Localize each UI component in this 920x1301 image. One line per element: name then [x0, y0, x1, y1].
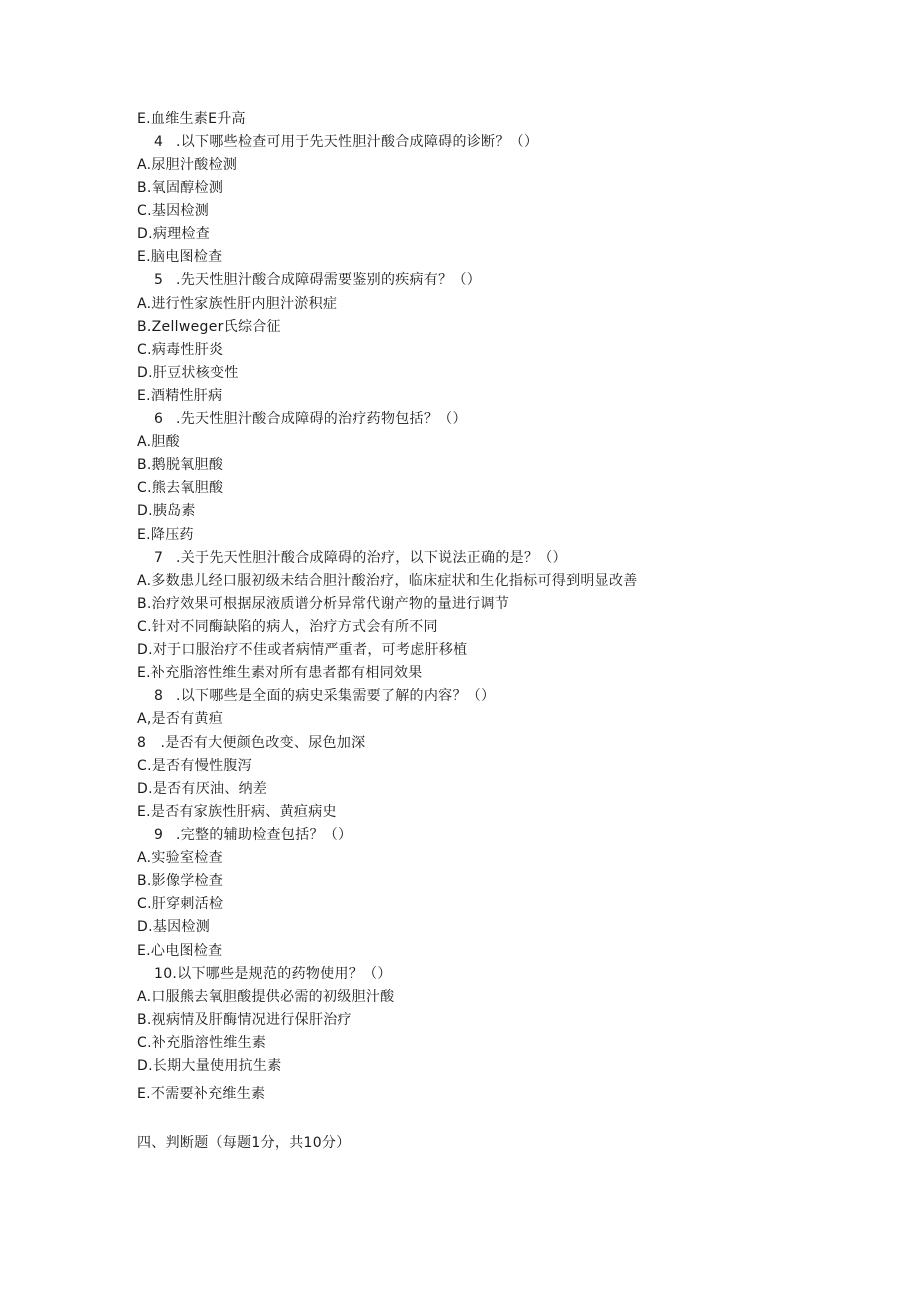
question-number: 5 [154, 272, 164, 288]
option-line: D.长期大量使用抗生素 [137, 1058, 282, 1074]
question-number: 4 [154, 134, 164, 150]
option-line: E.血维生素E升高 [137, 111, 246, 127]
option-line: D.胰岛素 [137, 503, 196, 519]
question-text: .完整的辅助检查包括？（） [176, 827, 353, 843]
option-line: C.肝穿刺活检 [137, 896, 224, 912]
option-line: A.多数患儿经口服初级未结合胆汁酸治疗，临床症状和生化指标可得到明显改善 [137, 573, 638, 589]
question-line [154, 410, 467, 428]
question-number: 8 [154, 688, 164, 704]
option-line: E.脑电图检查 [137, 249, 223, 265]
option-line: 8 .是否有大便颜色改变、尿色加深 [137, 735, 366, 751]
option-line: C.基因检测 [137, 203, 210, 219]
option-line: A.实验室检查 [137, 850, 223, 866]
question-number: 6 [154, 411, 164, 427]
question-text: .关于先天性胆汁酸合成障碍的治疗，以下说法正确的是？（） [176, 550, 567, 566]
option-line: C.病毒性肝炎 [137, 342, 224, 358]
question-number: 9 [154, 827, 164, 843]
option-line: E.不需要补充维生素 [137, 1086, 266, 1102]
question-line [154, 271, 481, 289]
option-line: B.氧固醇检测 [137, 180, 224, 196]
question-text: .先天性胆汁酸合成障碍需要鉴别的疾病有？（） [176, 272, 482, 288]
option-line: E.降压药 [137, 527, 194, 543]
option-line: D.基因检测 [137, 919, 211, 935]
option-line: A.口服熊去氧胆酸提供必需的初级胆汁酸 [137, 989, 395, 1005]
option-line: A,是否有黄疸 [137, 711, 224, 727]
question-line [154, 549, 567, 567]
question-text: .以下哪些检查可用于先天性胆汁酸合成障碍的诊断？（） [176, 134, 539, 150]
question-line [154, 826, 352, 844]
option-line: D.是否有厌油、纳差 [137, 781, 268, 797]
option-line: C.熊去氧胆酸 [137, 480, 224, 496]
option-line: D.病理检查 [137, 226, 211, 242]
question-line [154, 133, 538, 151]
question-text: .以下哪些是全面的病史采集需要了解的内容？（） [176, 688, 496, 704]
option-line: D.肝豆状核变性 [137, 365, 239, 381]
question-text: 10.以下哪些是规范的药物使用？（） [154, 966, 392, 982]
option-line: C.是否有慢性腹泻 [137, 758, 252, 774]
question-line [154, 965, 392, 983]
option-line: E.酒精性肝病 [137, 388, 223, 404]
option-line: A.进行性家族性肝内胆汁淤积症 [137, 296, 338, 312]
option-line: B.治疗效果可根据尿液质谱分析异常代谢产物的量进行调节 [137, 596, 510, 612]
option-line: C.针对不同酶缺陷的病人，治疗方式会有所不同 [137, 619, 438, 635]
option-line: B.视病情及肝酶情况进行保肝治疗 [137, 1012, 352, 1028]
option-line: E.是否有家族性肝病、黄疸病史 [137, 804, 337, 820]
option-line: B.影像学检查 [137, 873, 224, 889]
option-line: C.补充脂溶性维生素 [137, 1035, 267, 1051]
option-line: B.Zellweger氏综合征 [137, 319, 281, 335]
option-line: E.心电图检查 [137, 943, 223, 959]
section-title: 四、判断题（每题1分，共10分） [137, 1135, 351, 1151]
question-line [154, 687, 495, 705]
question-text: .先天性胆汁酸合成障碍的治疗药物包括？（） [176, 411, 467, 427]
option-line: A.胆酸 [137, 434, 180, 450]
option-line: D.对于口服治疗不佳或者病情严重者，可考虑肝移植 [137, 642, 468, 658]
option-line: A.尿胆汁酸检测 [137, 157, 238, 173]
option-line: B.鹅脱氧胆酸 [137, 457, 224, 473]
option-line: E.补充脂溶性维生素对所有患者都有相同效果 [137, 665, 423, 681]
question-number: 7 [154, 550, 164, 566]
